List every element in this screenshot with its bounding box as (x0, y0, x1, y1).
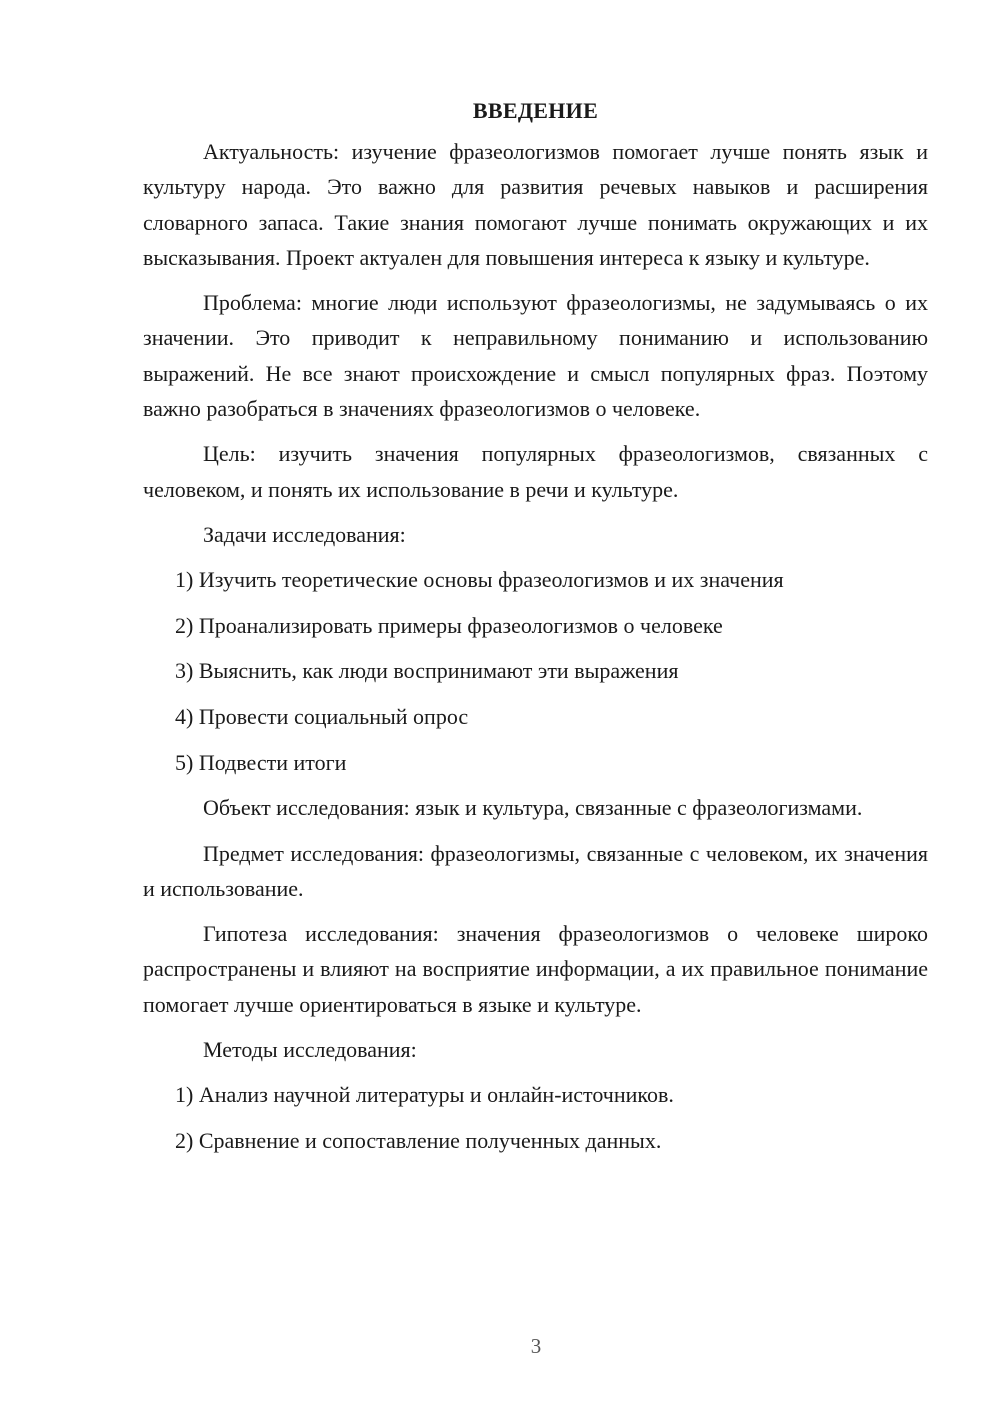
object-paragraph: Объект исследования: язык и культура, связанные с фразеологизмами. (203, 795, 863, 821)
subject-paragraph: Предмет исследования: фразеологизмы, связанные с человеком, их значения и использование. (143, 840, 928, 901)
tasks-list (143, 562, 928, 780)
hypothesis-paragraph: Гипотеза исследования: значения фразеологизмов о человеке широко распространены и влияют на восприятие информации, а их правильное понимание помогает лучше ориентироваться в языке и культуре. (143, 921, 928, 1017)
list-item: 2) Проанализировать примеры фразеологизмов о человеке (175, 612, 723, 638)
methods-label: Методы исследования: (203, 1037, 417, 1063)
list-item: 2) Сравнение и сопоставление полученных данных. (175, 1127, 662, 1153)
relevance-paragraph: Актуальность: изучение фразеологизмов помогает лучше понять язык и культуру народа. Это важно для развития речевых навыков и расширения словарного запаса. Такие знания помогают лучше понимать окружающих и их высказывания. Проект актуален для повышения интереса к языку и культуре. (143, 139, 928, 270)
document-page (143, 94, 928, 1169)
problem-paragraph: Проблема: многие люди используют фразеологизмы, не задумываясь о их значении. Это приводит к неправильному пониманию и использованию выражений. Не все знают происхождение и смысл популярных фраз. Поэтому важно разобраться в значениях фразеологизмов о человеке. (143, 290, 928, 422)
tasks-label: Задачи исследования: (203, 521, 406, 547)
methods-list (143, 1077, 928, 1158)
list-item: 5) Подвести итоги (175, 749, 347, 775)
list-item: 4) Провести социальный опрос (175, 704, 469, 730)
page-number: 3 (530, 1334, 542, 1358)
list-item: 1) Изучить теоретические основы фразеологизмов и их значения (175, 567, 784, 593)
page-title: ВВЕДЕНИЕ (472, 98, 599, 123)
goal-paragraph: Цель: изучить значения популярных фразеологизмов, связанных с человеком, и понять их использование в речи и культуре. (143, 441, 928, 502)
list-item: 3) Выяснить, как люди воспринимают эти выражения (175, 658, 679, 684)
list-item: 1) Анализ научной литературы и онлайн-источников. (175, 1082, 674, 1108)
